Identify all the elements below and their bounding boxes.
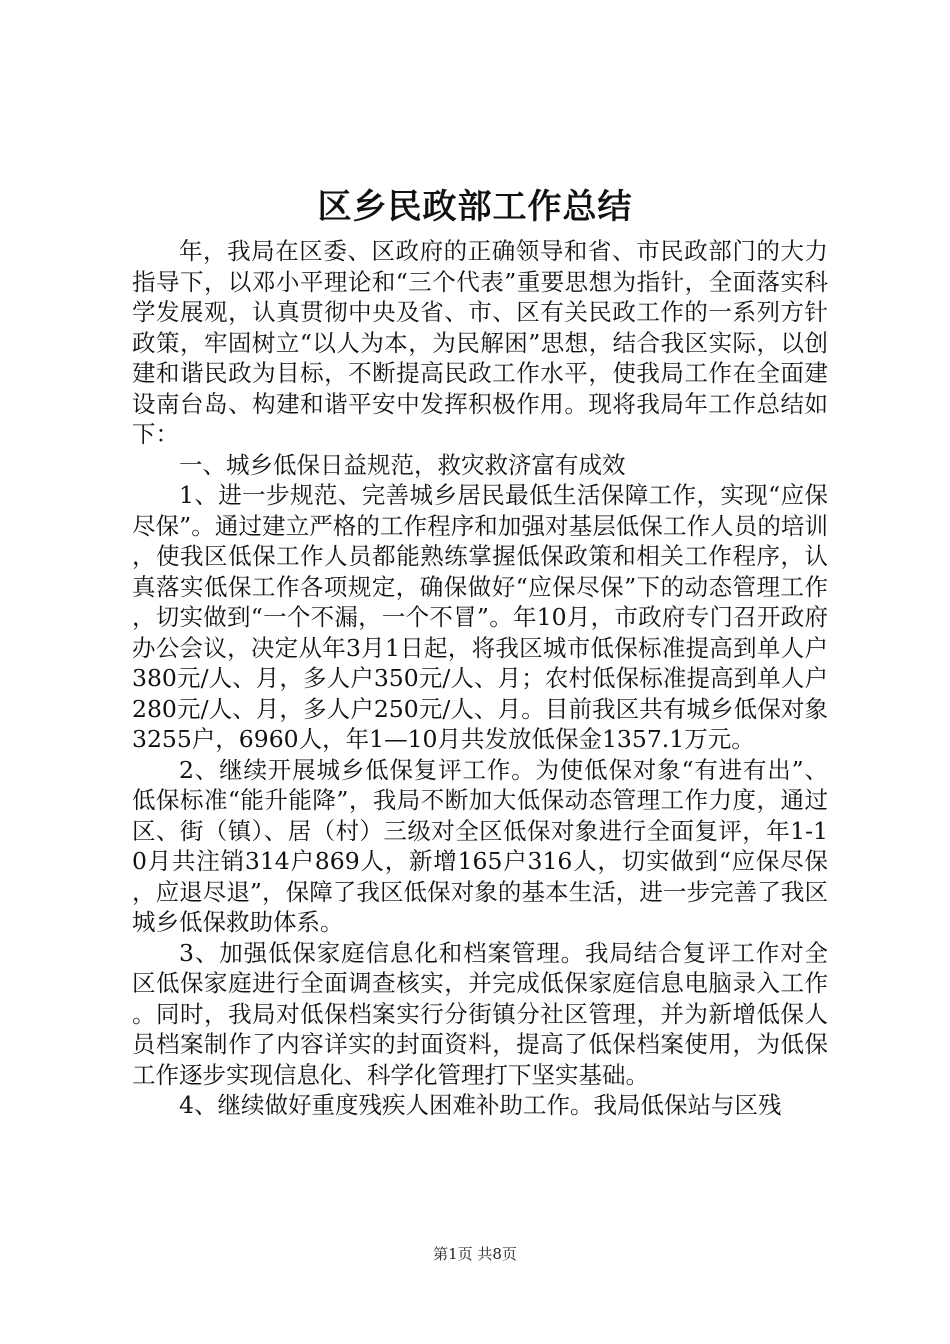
document-body (132, 236, 828, 1121)
page-footer: 第1页 共8页 (433, 1245, 517, 1263)
paragraph-item-3: 3、加强低保家庭信息化和档案管理。我局结合复评工作对全区低保家庭进行全面调查核实，并完成低保家庭信息电脑录入工作。同时，我局对低保档案实行分街镇分社区管理，并为新增低保人员档案制作了内容详实的封面资料，提高了低保档案使用，为低保工作逐步实现信息化、科学化管理打下坚实基础。 (132, 938, 828, 1089)
paragraph-intro: 年，我局在区委、区政府的正确领导和省、市民政部门的大力指导下，以邓小平理论和“三个代表”重要思想为指针，全面落实科学发展观，认真贯彻中央及省、市、区有关民政工作的一系列方针政策，牢固树立“以人为本，为民解困”思想，结合我区实际，以创建和谐民政为目标，不断提高民政工作水平，使我局工作在全面建设南台岛、构建和谐平安中发挥积极作用。现将我局年工作总结如下： (132, 237, 828, 448)
section-heading: 一、城乡低保日益规范，救灾救济富有成效 (179, 450, 626, 479)
paragraph-item-2: 2、继续开展城乡低保复评工作。为使低保对象“有进有出”、低保标准“能升能降”，我局不断加大低保动态管理工作力度，通过区、街（镇）、居（村）三级对全区低保对象进行全面复评，年1-10月共注销314户869人，新增165户316人，切实做到“应保尽保，应退尽退”，保障了我区低保对象的基本生活，进一步完善了我区城乡低保救助体系。 (132, 755, 828, 936)
document-title: 区乡民政部工作总结 (317, 187, 633, 227)
paragraph-item-1: 1、进一步规范、完善城乡居民最低生活保障工作，实现“应保尽保”。通过建立严格的工作程序和加强对基层低保工作人员的培训，使我区低保工作人员都能熟练掌握低保政策和相关工作程序，认真落实低保工作各项规定，确保做好“应保尽保”下的动态管理工作，切实做到“一个不漏，一个不冒”。年10月，市政府专门召开政府办公会议，决定从年3月1日起，将我区城市低保标准提高到单人户380元/人、月，多人户350元/人、月；农村低保标准提高到单人户280元/人、月，多人户250元/人、月。目前我区共有城乡低保对象3255户，6960人，年1—10月共发放低保金1357.1万元。 (132, 481, 828, 753)
paragraph-item-4: 4、继续做好重度残疾人困难补助工作。我局低保站与区残 (179, 1091, 782, 1119)
